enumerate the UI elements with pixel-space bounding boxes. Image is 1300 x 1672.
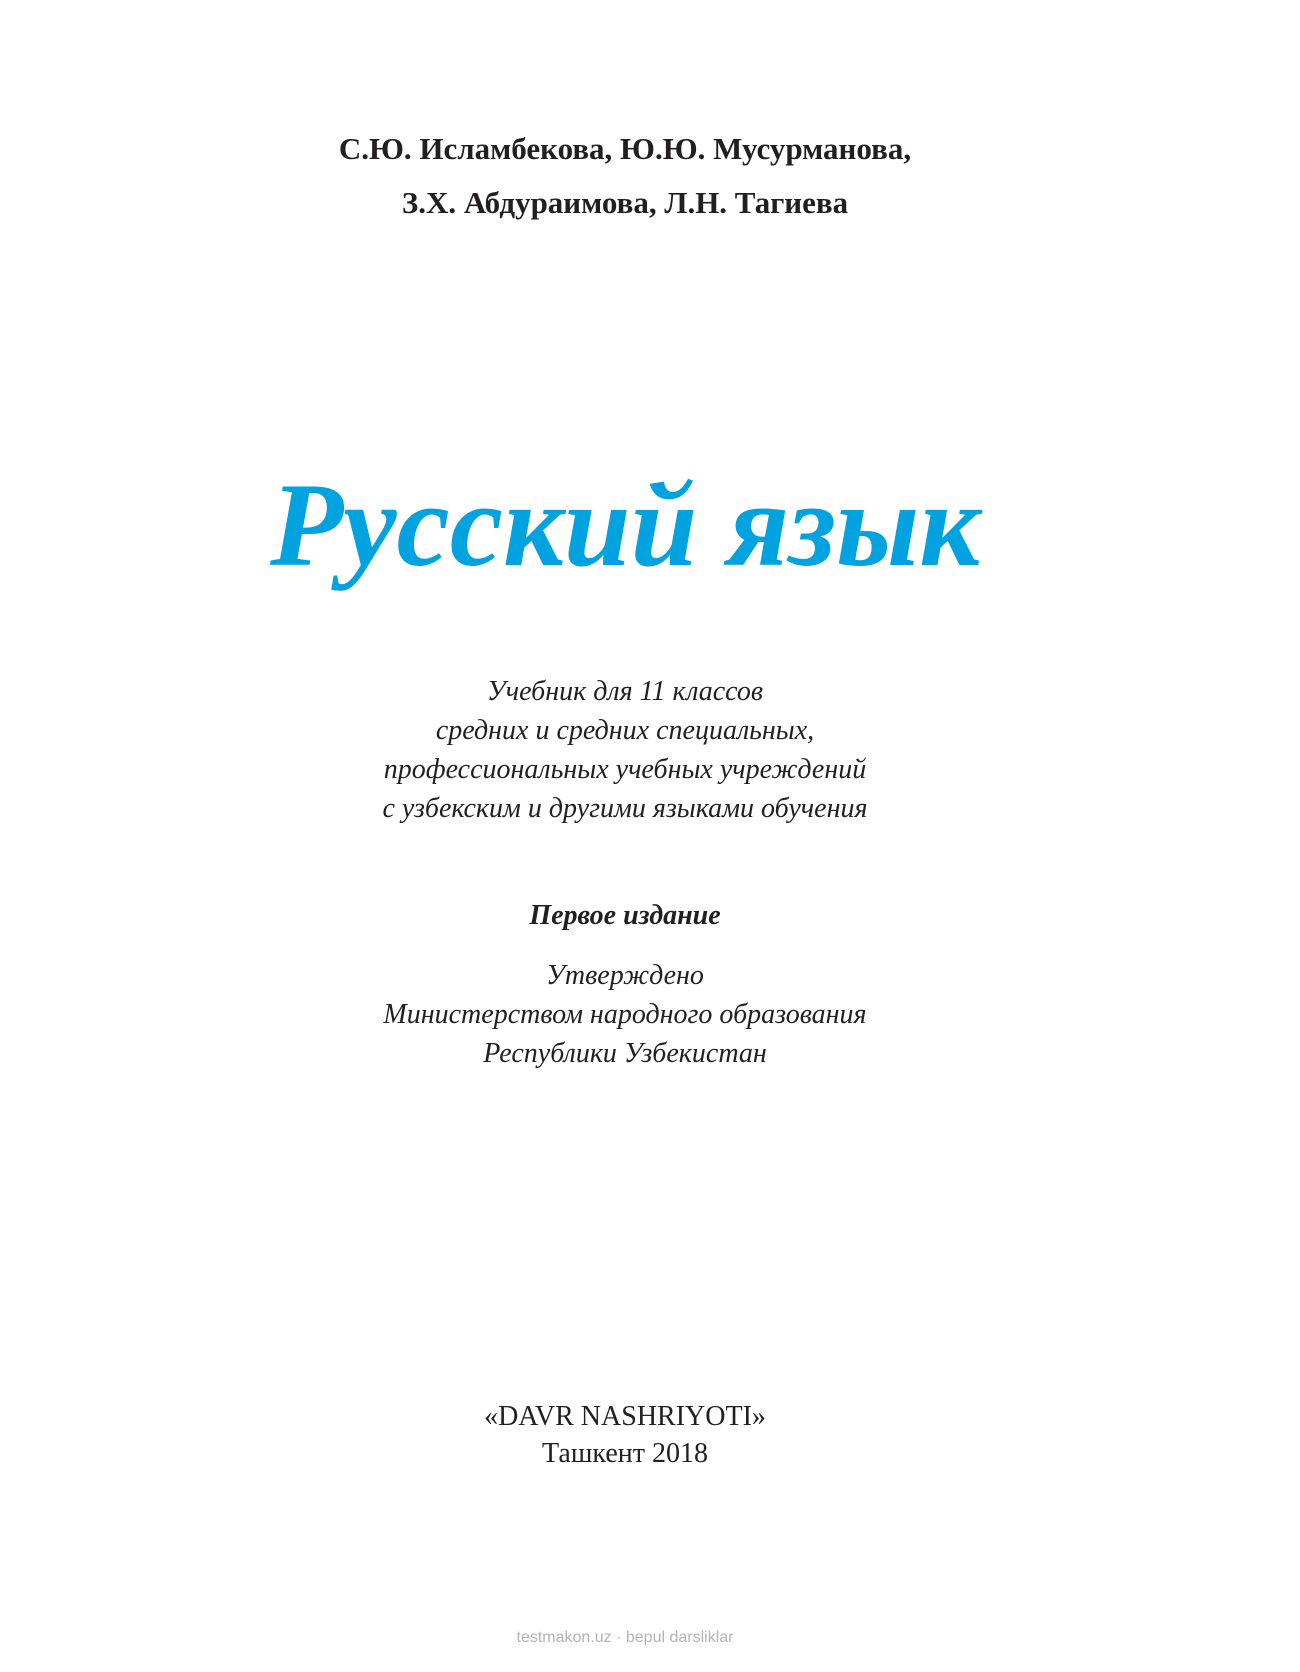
book-subtitle (0, 672, 1250, 828)
approval-note (0, 956, 1250, 1073)
approval-line-1: Утверждено (546, 960, 704, 991)
approval-line-2: Министерством народного образования (383, 999, 867, 1030)
subtitle-line-2: средних и средних специальных, (435, 715, 815, 746)
book-title: Русский язык (269, 458, 981, 591)
watermark: testmakon.uz · bepul darsliklar (516, 1629, 734, 1646)
approval-line-3: Республики Узбекистан (483, 1038, 767, 1069)
publisher-name: «DAVR NASHRIYOTI» (484, 1401, 766, 1432)
publisher-city-year: Ташкент 2018 (542, 1438, 708, 1469)
subtitle-line-1: Учебник для 11 классов (486, 676, 764, 707)
authors-line-2: З.Х. Абдураимова, Л.Н. Тагиева (401, 185, 849, 220)
publisher-info (0, 1398, 1250, 1472)
subtitle-line-3: профессиональных учебных учреждений (383, 754, 867, 785)
subtitle-line-4: с узбекским и другими языками обучения (382, 793, 868, 824)
authors-line-1: С.Ю. Исламбекова, Ю.Ю. Мусурманова, (338, 131, 912, 166)
edition-label: Первое издание (529, 900, 721, 931)
authors (0, 122, 1250, 230)
